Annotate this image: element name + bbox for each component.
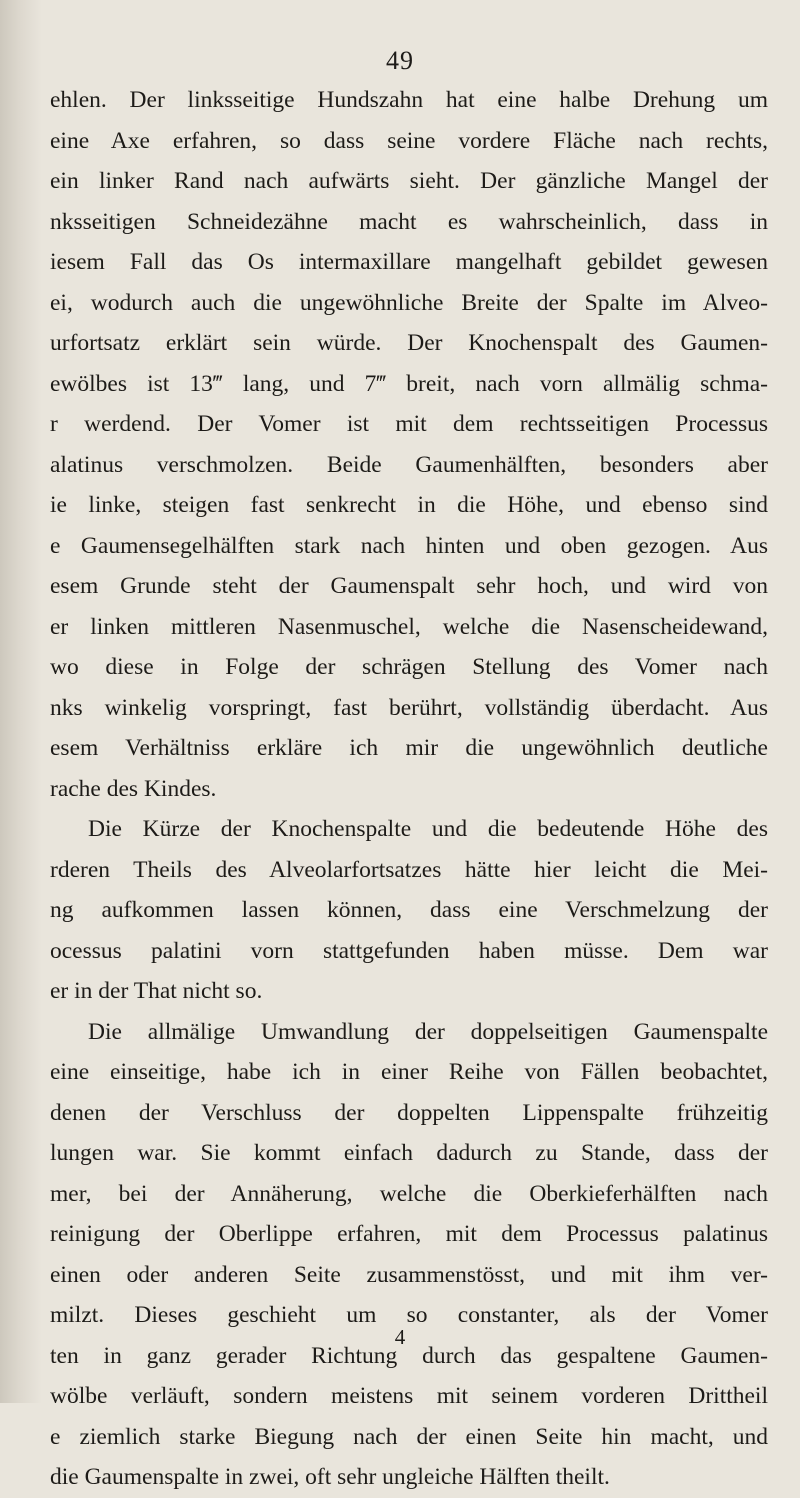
text-line: ng aufkommen lassen können, dass eine Verschmelzung der <box>50 897 768 923</box>
text-line: wölbe verläuft, sondern meistens mit seinem vorderen Drittheil <box>50 1383 768 1409</box>
text-line: lungen war. Sie kommt einfach dadurch zu Stande, dass der <box>50 1140 768 1166</box>
text-line: ei, wodurch auch die ungewöhnliche Breite der Spalte im Alveo- <box>50 289 768 316</box>
paragraph-2 <box>50 809 768 1012</box>
body-text <box>50 80 768 1498</box>
text-line: iesem Fall das Os intermaxillare mangelhaft gebildet gewesen <box>50 249 768 275</box>
text-line: reinigung der Oberlippe erfahren, mit dem Processus palatinus <box>50 1221 768 1247</box>
text-line: ten in ganz gerader Richtung durch das gespaltene Gaumen- <box>50 1342 768 1369</box>
paragraph-3 <box>50 1012 768 1498</box>
page-number: 49 <box>386 46 414 75</box>
text-line: ewölbes ist 13‴ lang, und 7‴ breit, nach vorn allmälig schma- <box>50 370 768 397</box>
text-line: Die allmälige Umwandlung der doppelseitigen Gaumenspalte <box>88 1018 768 1045</box>
text-line: ie linke, steigen fast senkrecht in die Höhe, und ebenso sind <box>50 492 768 518</box>
text-line: alatinus verschmolzen. Beide Gaumenhälften, besonders aber <box>50 451 768 478</box>
text-line: e ziemlich starke Biegung nach der einen Seite hin macht, und <box>50 1423 768 1450</box>
text-line: nksseitigen Schneidezähne macht es wahrscheinlich, dass in <box>50 208 768 235</box>
text-line: eine Axe erfahren, so dass seine vordere Fläche nach rechts, <box>50 127 768 154</box>
text-line: rache des Kindes. <box>50 775 217 802</box>
text-line: denen der Verschluss der doppelten Lippenspalte frühzeitig <box>50 1099 768 1126</box>
paragraph-1 <box>50 80 768 809</box>
text-line: ocessus palatini vorn stattgefunden haben müsse. Dem war <box>50 937 768 964</box>
text-line: urfortsatz erklärt sein würde. Der Knochenspalt des Gaumen- <box>50 330 768 356</box>
text-line: wo diese in Folge der schrägen Stellung des Vomer nach <box>50 654 768 680</box>
text-line: nks winkelig vorspringt, fast berührt, vollständig überdacht. Aus <box>50 694 768 721</box>
text-line: milzt. Dieses geschieht um so constanter, als der Vomer <box>50 1302 768 1328</box>
text-line: er in der That nicht so. <box>50 978 263 1004</box>
text-line: er linken mittleren Nasenmuschel, welche die Nasenscheidewand, <box>50 613 768 640</box>
text-line: ehlen. Der linksseitige Hundszahn hat eine halbe Drehung um <box>50 87 768 113</box>
text-line: mer, bei der Annäherung, welche die Oberkieferhälften nach <box>50 1180 768 1207</box>
binding-shadow <box>0 0 42 1403</box>
text-line: die Gaumenspalte in zwei, oft sehr ungleiche Hälften theilt. <box>50 1464 610 1490</box>
text-line: Die Kürze der Knochenspalte und die bedeutende Höhe des <box>88 816 768 842</box>
text-line: e Gaumensegelhälften stark nach hinten und oben gezogen. Aus <box>50 532 768 559</box>
text-line: eine einseitige, habe ich in einer Reihe von Fällen beobachtet, <box>50 1059 768 1085</box>
signature-mark: 4 <box>394 1325 406 1349</box>
text-line: esem Verhältniss erkläre ich mir die ungewöhnlich deutliche <box>50 735 768 761</box>
text-line: r werdend. Der Vomer ist mit dem rechtsseitigen Processus <box>50 411 768 437</box>
text-line: rderen Theils des Alveolarfortsatzes hätte hier leicht die Mei- <box>50 856 768 883</box>
text-line: ein linker Rand nach aufwärts sieht. Der gänzliche Mangel der <box>50 168 768 194</box>
text-line: esem Grunde steht der Gaumenspalt sehr hoch, und wird von <box>50 573 768 599</box>
text-line: einen oder anderen Seite zusammenstösst, und mit ihm ver- <box>50 1261 768 1288</box>
